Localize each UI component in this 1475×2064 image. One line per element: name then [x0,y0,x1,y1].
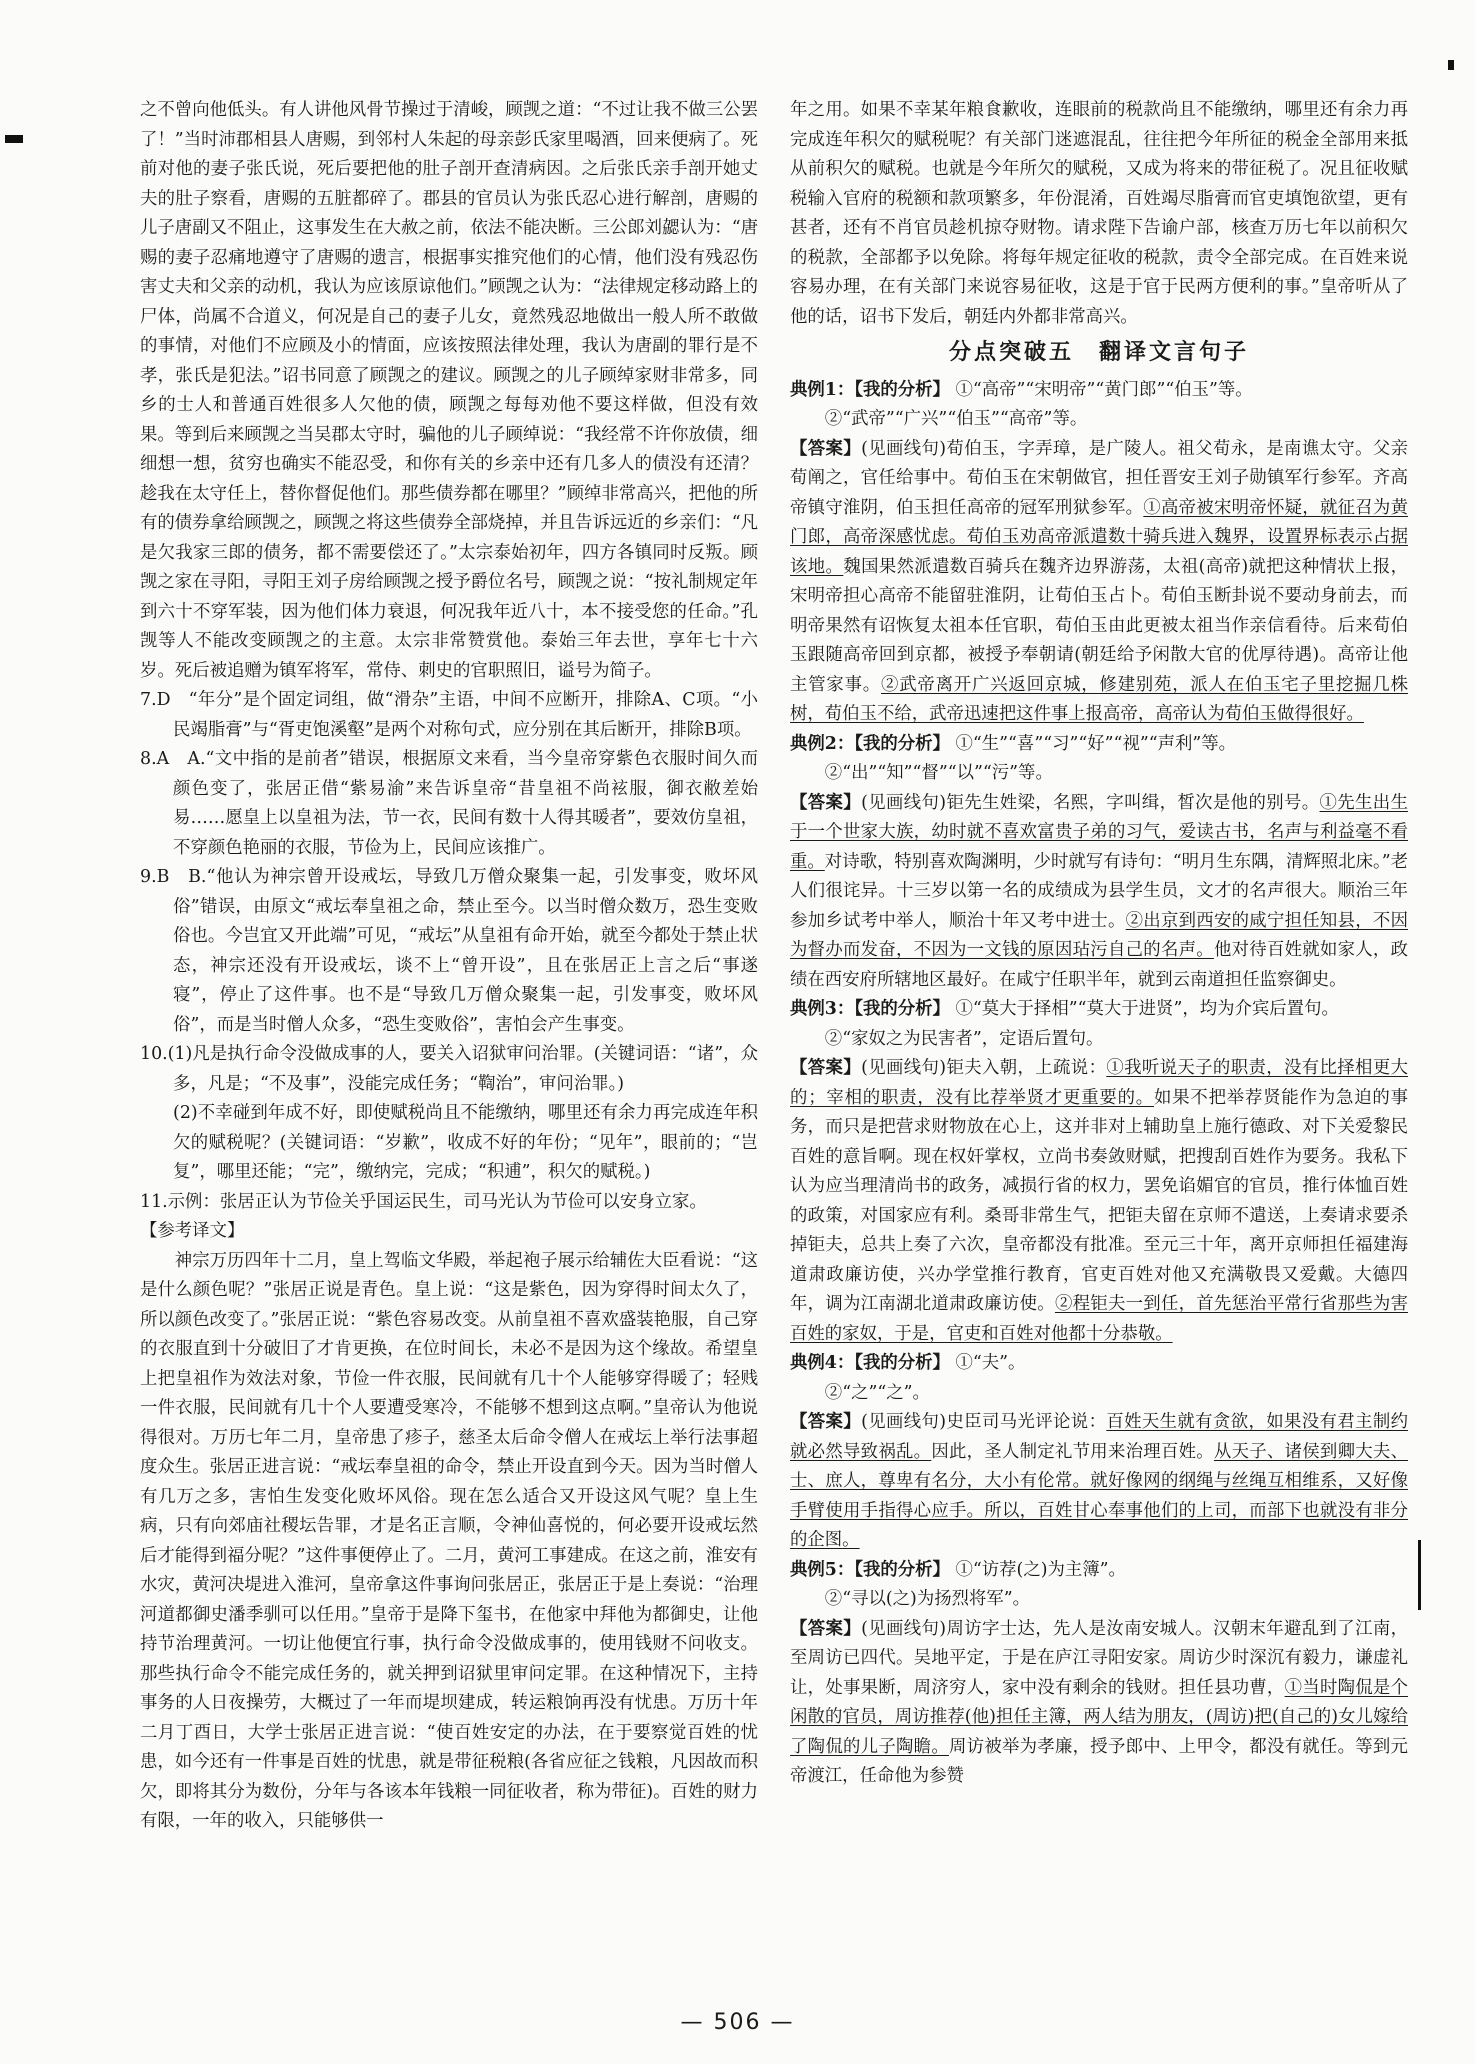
analysis-point-1: ①“高帝”“宋明帝”“黄门郎”“伯玉”等。 [955,379,1253,400]
answer-text: (见画线句)荀伯玉，字弄璋，是广陵人。祖父荀永，是南谯太守。父亲荀阐之，官任给事中。荀伯玉在宋朝做官，担任晋安王刘子勋镇军行参军。齐高帝镇守淮阴，伯玉担任高帝的冠军刑狱参军。 [790,438,1408,518]
underlined-sentence-1: ①我听说天子的职责，没有比择相更大的；宰相的职责，没有比荐举贤才更重要的。 [790,1058,1408,1108]
answer-8: 8.A A.“文中指的是前者”错误，根据原文来看，当今皇帝穿紫色衣服时间久而颜色变了，张居正借“紫易渝”来告诉皇帝“昔皇祖不尚袨服，御衣敝差始易……愿皇上以皇祖为法，节一衣，民间有数十人得其暖者”，要效仿皇祖，不穿颜色艳丽的衣服，节俭为上，民间应该推广。 [140,749,758,858]
analysis-point-1: ①“莫大于择相”“莫大于进贤”，均为介宾后置句。 [955,999,1339,1019]
answer-text-middle: 对诗歌，特别喜欢陶渊明，少时就写有诗句：“明月生东隅，清辉照北床。”老人们很诧异。十三岁以第一名的成绩成为县学生员，文才的名声很大。顺治三年参加乡试考中举人，顺治十年又考中进士。 [790,851,1408,931]
answer-text-tail: 他对待百姓就如家人，政绩在西安府所辖地区最好。在咸宁任职半年，就到云南道担任监察御史。 [790,940,1408,990]
analysis-tag: 【我的分析】 [854,733,950,754]
answer-text: (见画线句)钜夫入朝，上疏说： [861,1058,1107,1078]
example-label: 典例1： [790,379,855,400]
analysis-point-1: ①“夫”。 [955,1353,1026,1373]
translation-end: 年之用。如果不幸某年粮食歉收，连眼前的税款尚且不能缴纳，哪里还有余力再完成连年积欠的赋税呢？有关部门迷遮混乱，往往把今年所征的税金全部用来抵从前积欠的赋税。也就是今年所欠的赋税，又成为将来的带征税了。况且征收赋税输入官府的税额和款项繁多，年份混淆，百姓竭尽脂膏而官吏填饱欲望，更有甚者，还有不肖官员趁机掠夺财物。请求陛下告谕户部，核查万历七年以前积欠的税款，全部都予以免除。将每年规定征收的税款，责令全部完成。在百姓来说容易办理，在有关部门来说容易征收，这是于官于民两方便利的事。”皇帝听从了他的话，诏书下发后，朝廷内外都非常高兴。 [790,100,1408,327]
underlined-sentence-2: ②出京到西安的咸宁担任知县，不因为督办而发奋，不因为一文钱的原因玷污自己的名声。 [790,910,1408,960]
example-4 [790,1349,1408,1556]
analysis-tag: 【我的分析】 [854,1559,950,1580]
example-1 [790,376,1408,730]
answer-label: 【答案】 [790,1412,862,1432]
underlined-sentence-1: ①先生出生于一个世家大族，幼时就不喜欢富贵子弟的习气，爱读古书，名声与利益毫不看重。 [790,792,1408,872]
reference-translation: 神宗万历四年十二月，皇上驾临文华殿，举起袍子展示给辅佐大臣看说：“这是什么颜色呢？”张居正说是青色。皇上说：“这是紫色，因为穿得时间太久了，所以颜色改变了。”张居正说：“紫色容易改变。从前皇祖不喜欢盛装艳服，自己穿的衣服直到十分破旧了才肯更换，在位时间长，未必不是因为这个缘故。希望皇上把皇祖作为效法对象，节俭一件衣服，民间就有几十个人能够穿得暖了；轻贱一件衣服，民间就有几十个人要遭受寒冷，不能够不想到这点啊。”皇帝认为他说得很对。万历七年二月，皇帝患了疹子，慈圣太后命令僧人在戒坛上举行法事超度众生。张居正进言说：“戒坛奉皇祖的命令，禁止开设直到今天。因为当时僧人有几万之多，害怕生发变化败坏风俗。现在怎么适合又开设这风气呢？皇上生病，只有向郊庙社稷坛告罪，才是名正言顺，令神仙喜悦的，何必要开设戒坛然后才能得到福分呢？”这件事便停止了。二月，黄河工事建成。在这之前，淮安有水灾，黄河决堤进入淮河，皇帝拿这件事询问张居正，张居正于是上奏说：“治理河道都御史潘季驯可以任用。”皇帝于是降下玺书，在他家中拜他为都御史，让他持节治理黄河。一切让他便宜行事，执行命令没做成事的，使用钱财不问收支。那些执行命令不能完成任务的，就关押到诏狱里审问定罪。在这种情况下，主持事务的人日夜操劳，大概过了一年而堤坝建成，转运粮饷再没有忧患。万历十年二月丁酉日，大学士张居正进言说：“使百姓安定的办法，在于要察觉百姓的忧患，如今还有一件事是百姓的忧患，就是带征税粮(各省应征之钱粮，凡因故而积欠，即将其分为数份，分年与各该本年钱粮一同征收者，称为带征)。百姓的财力有限，一年的收入，只能够供一 [140,1250,758,1831]
analysis-point-2: ②“出”“知”“督”“以”“污”等。 [824,763,1053,783]
section-title: 分点突破五 翻译文言句子 [948,339,1249,365]
analysis-tag: 【我的分析】 [854,999,950,1019]
answer-7: 7.D “年分”是个固定词组，做“滑杂”主语，中间不应断开，排除A、C项。“小民竭脂膏”与“胥吏饱溪壑”是两个对称句式，应分别在其后断开，排除B项。 [140,690,758,740]
analysis-tag: 【我的分析】 [854,379,950,400]
answer-10-2: (2)不幸碰到年成不好，即使赋税尚且不能缴纳，哪里还有余力再完成连年积欠的赋税呢？(关键词语：“岁歉”，收成不好的年份；“见年”，眼前的；“岂复”，哪里还能；“完”，缴纳完，完成；“积逋”，积欠的赋税。) [173,1103,758,1182]
answer-label: 【答案】 [790,792,862,813]
reference-translation-title: 【参考译文】 [140,1221,245,1241]
answer-text: (见画线句)史臣司马光评论说： [861,1412,1107,1432]
answer-11: 11.示例：张居正认为节俭关乎国运民生，司马光认为节俭可以安身立家。 [140,1191,707,1212]
answer-label: 【答案】 [790,1058,862,1078]
answer-text-middle: 因此，圣人制定礼节用来治理百姓。 [931,1441,1214,1462]
answer-9: 9.B B.“他认为神宗曾开设戒坛，导致几万僧众聚集一起，引发事变，败坏风俗”错误，由原文“戒坛奉皇祖之命，禁止至今。以当时僧众数万，恐生变败俗也。今岂宜又开此端”可见，“戒坛”从皇祖有命开始，就至今都处于禁止状态，神宗还没有开设戒坛，谈不上“曾开设”，且在张居正上言之后“事遂寝”，停止了这件事。也不是“导致几万僧众聚集一起，引发事变，败坏风俗”，而是当时僧人众多，“恐生变败俗”，害怕会产生事变。 [140,867,758,1035]
underlined-sentence-2: 从天子、诸侯到卿大夫、士、庶人，尊卑有名分，大小有伦常。就好像网的纲绳与丝绳互相维系，又好像手臂使用手指得心应手。所以，百姓甘心奉事他们的上司，而部下也就没有非分的企图。 [790,1441,1408,1550]
underlined-sentence-1: 百姓天生就有贪欲，如果没有君主制约就必然导致祸乱。 [790,1412,1408,1462]
answer-text-middle: 周访被举为孝廉，授予郎中、上甲令，都没有就任。等到元帝渡江，任命他为参赞 [790,1736,1408,1786]
scan-mark [5,135,23,143]
analysis-tag: 【我的分析】 [854,1353,950,1373]
underlined-sentence-1: ①高帝被宋明帝怀疑，就征召为黄门郎，高帝深感忧虑。荀伯玉劝高帝派遣数十骑兵进入魏界，设置界标表示占据该地。 [790,497,1408,577]
underlined-sentence-2: ②程钜夫一到任，首先惩治平常行省那些为害百姓的家奴，于是，官吏和百姓对他都十分恭敬。 [790,1294,1408,1344]
scan-mark [1448,60,1454,70]
example-3 [790,995,1408,1349]
answer-text: (见画线句)钜先生姓梁，名熙，字叫缉，皙次是他的别号。 [861,792,1320,813]
example-label: 典例5： [790,1559,855,1580]
analysis-point-2: ②“之”“之”。 [824,1382,930,1403]
example-2 [790,730,1408,996]
answer-text-middle: 魏国果然派遣数百骑兵在魏齐边界游荡，太祖(高帝)就把这种情状上报，宋明帝担心高帝不能留驻淮阴，让荀伯玉占卜。荀伯玉断卦说不要动身前去，而明帝果然有诏恢复太祖本任官职，荀伯玉由此更被太祖当作亲信看待。后来荀伯玉跟随高帝回到京都，被授予奉朝请(朝廷给予闲散大官的优厚待遇)。高帝让他主管家事。 [790,556,1408,695]
left-column [140,96,758,1837]
answer-10-1: 10.(1)凡是执行命令没做成事的人，要关入诏狱审问治罪。(关键词语：“诸”，众多，凡是；“不及事”，没能完成任务；“鞫治”，审问治罪。) [140,1044,758,1094]
example-5 [790,1556,1408,1792]
underlined-sentence-2: ②武帝离开广兴返回京城，修建别苑，派人在伯玉宅子里挖掘几株树，荀伯玉不给，武帝迅速把这件事上报高帝，高帝认为荀伯玉做得很好。 [790,674,1408,724]
scan-mark [1418,1540,1421,1610]
right-column [790,96,1408,1792]
example-label: 典例4： [790,1353,855,1373]
analysis-point-2: ②“寻以(之)为扬烈将军”。 [824,1589,1031,1609]
answer-label: 【答案】 [790,1618,862,1639]
analysis-point-2: ②“家奴之为民害者”，定语后置句。 [824,1028,1104,1049]
example-label: 典例3： [790,999,855,1019]
answer-label: 【答案】 [790,438,862,459]
page-number: — 506 — [680,2010,795,2035]
underlined-sentence-1: ①当时陶侃是个闲散的官员，周访推荐(他)担任主簿，两人结为朋友，(周访)把(自己的)女儿嫁给了陶侃的儿子陶瞻。 [790,1677,1408,1757]
answer-text-middle: 如果不把举荐贤能作为急迫的事务，而只是把营求财物放在心上，这并非对上辅助皇上施行德政、对下关爱黎民百姓的意旨啊。现在权奸掌权，立尚书奏敛财赋，把搜刮百姓作为要务。我私下认为应当理清尚书的政务，减损行省的权力，罢免谄媚官的官员，推行体恤百姓的政策，对国家应有利。桑哥非常生气，把钜夫留在京师不遣送，上奏请求要杀掉钜夫，总共上奏了六次，皇帝都没有批准。至元三十年，离开京师担任福建海道肃政廉访使，兴办学堂推行教育，官吏百姓对他又充满敬畏又爱戴。大德四年，调为江南湖北道肃政廉访使。 [790,1087,1408,1314]
answer-text: (见画线句)周访字士达，先人是汝南安城人。汉朝末年避乱到了江南，至周访已四代。吴地平定，于是在庐江寻阳安家。周访少时深沉有毅力，谦虚礼让，处事果断，周济穷人，家中没有剩余的钱财。担任县功曹， [790,1618,1408,1698]
analysis-point-1: ①“访荐(之)为主簿”。 [955,1559,1126,1580]
analysis-point-2: ②“武帝”“广兴”“伯玉”“高帝”等。 [824,409,1088,429]
translation-continued: 之不曾向他低头。有人讲他风骨节操过于清峻，顾觊之道：“不过让我不做三公罢了！”当时沛郡相县人唐赐，到邻村人朱起的母亲彭氏家里喝酒，回来便病了。死前对他的妻子张氏说，死后要把他的肚子剖开查清病因。之后张氏亲手剖开她丈夫的肚子察看，唐赐的五脏都碎了。郡县的官员认为张氏忍心进行解剖，唐赐的儿子唐副又不阻止，这事发生在大赦之前，依法不能决断。三公郎刘勰认为：“唐赐的妻子忍痛地遵守了唐赐的遗言，根据事实推究他们的心情，他们没有残忍伤害丈夫和父亲的动机，我认为应该原谅他们。”顾觊之认为：“法律规定移动路上的尸体，尚属不合道义，何况是自己的妻子儿女，竟然残忍地做出一般人所不敢做的事情，对他们不应顾及小的情面，应该按照法律处理，我认为唐副的罪行是不孝，张氏是犯法。”诏书同意了顾觊之的建议。顾觊之的儿子顾绰家财非常多，同乡的士人和普通百姓很多人欠他的债，顾觊之每每劝他不要这样做，但没有效果。等到后来顾觊之当吴郡太守时，骗他的儿子顾绰说：“我经常不许你放债，细细想一想，贫穷也确实不能忍受，和你有关的乡亲中还有几多人的债没有还清？趁我在太守任上，替你督促他们。那些债券都在哪里？”顾绰非常高兴，把他的所有的债券拿给顾觊之，顾觊之将这些债券全部烧掉，并且告诉远近的乡亲们：“凡是欠我家三郎的债务，都不需要偿还了。”太宗泰始初年，四方各镇同时反叛。顾觊之家在寻阳，寻阳王刘子房给顾觊之授予爵位名号，顾觊之说：“按礼制规定年到六十不穿军装，因为他们体力衰退，何况我年近八十，本不接受您的任命。”孔觊等人不能改变顾觊之的主意。太宗非常赞赏他。泰始三年去世，享年七十六岁。死后被追赠为镇军将军，常侍、刺史的官职照旧，谥号为简子。 [140,100,758,681]
example-label: 典例2： [790,733,855,754]
analysis-point-1: ①“生”“喜”“习”“好”“视”“声利”等。 [955,733,1237,754]
